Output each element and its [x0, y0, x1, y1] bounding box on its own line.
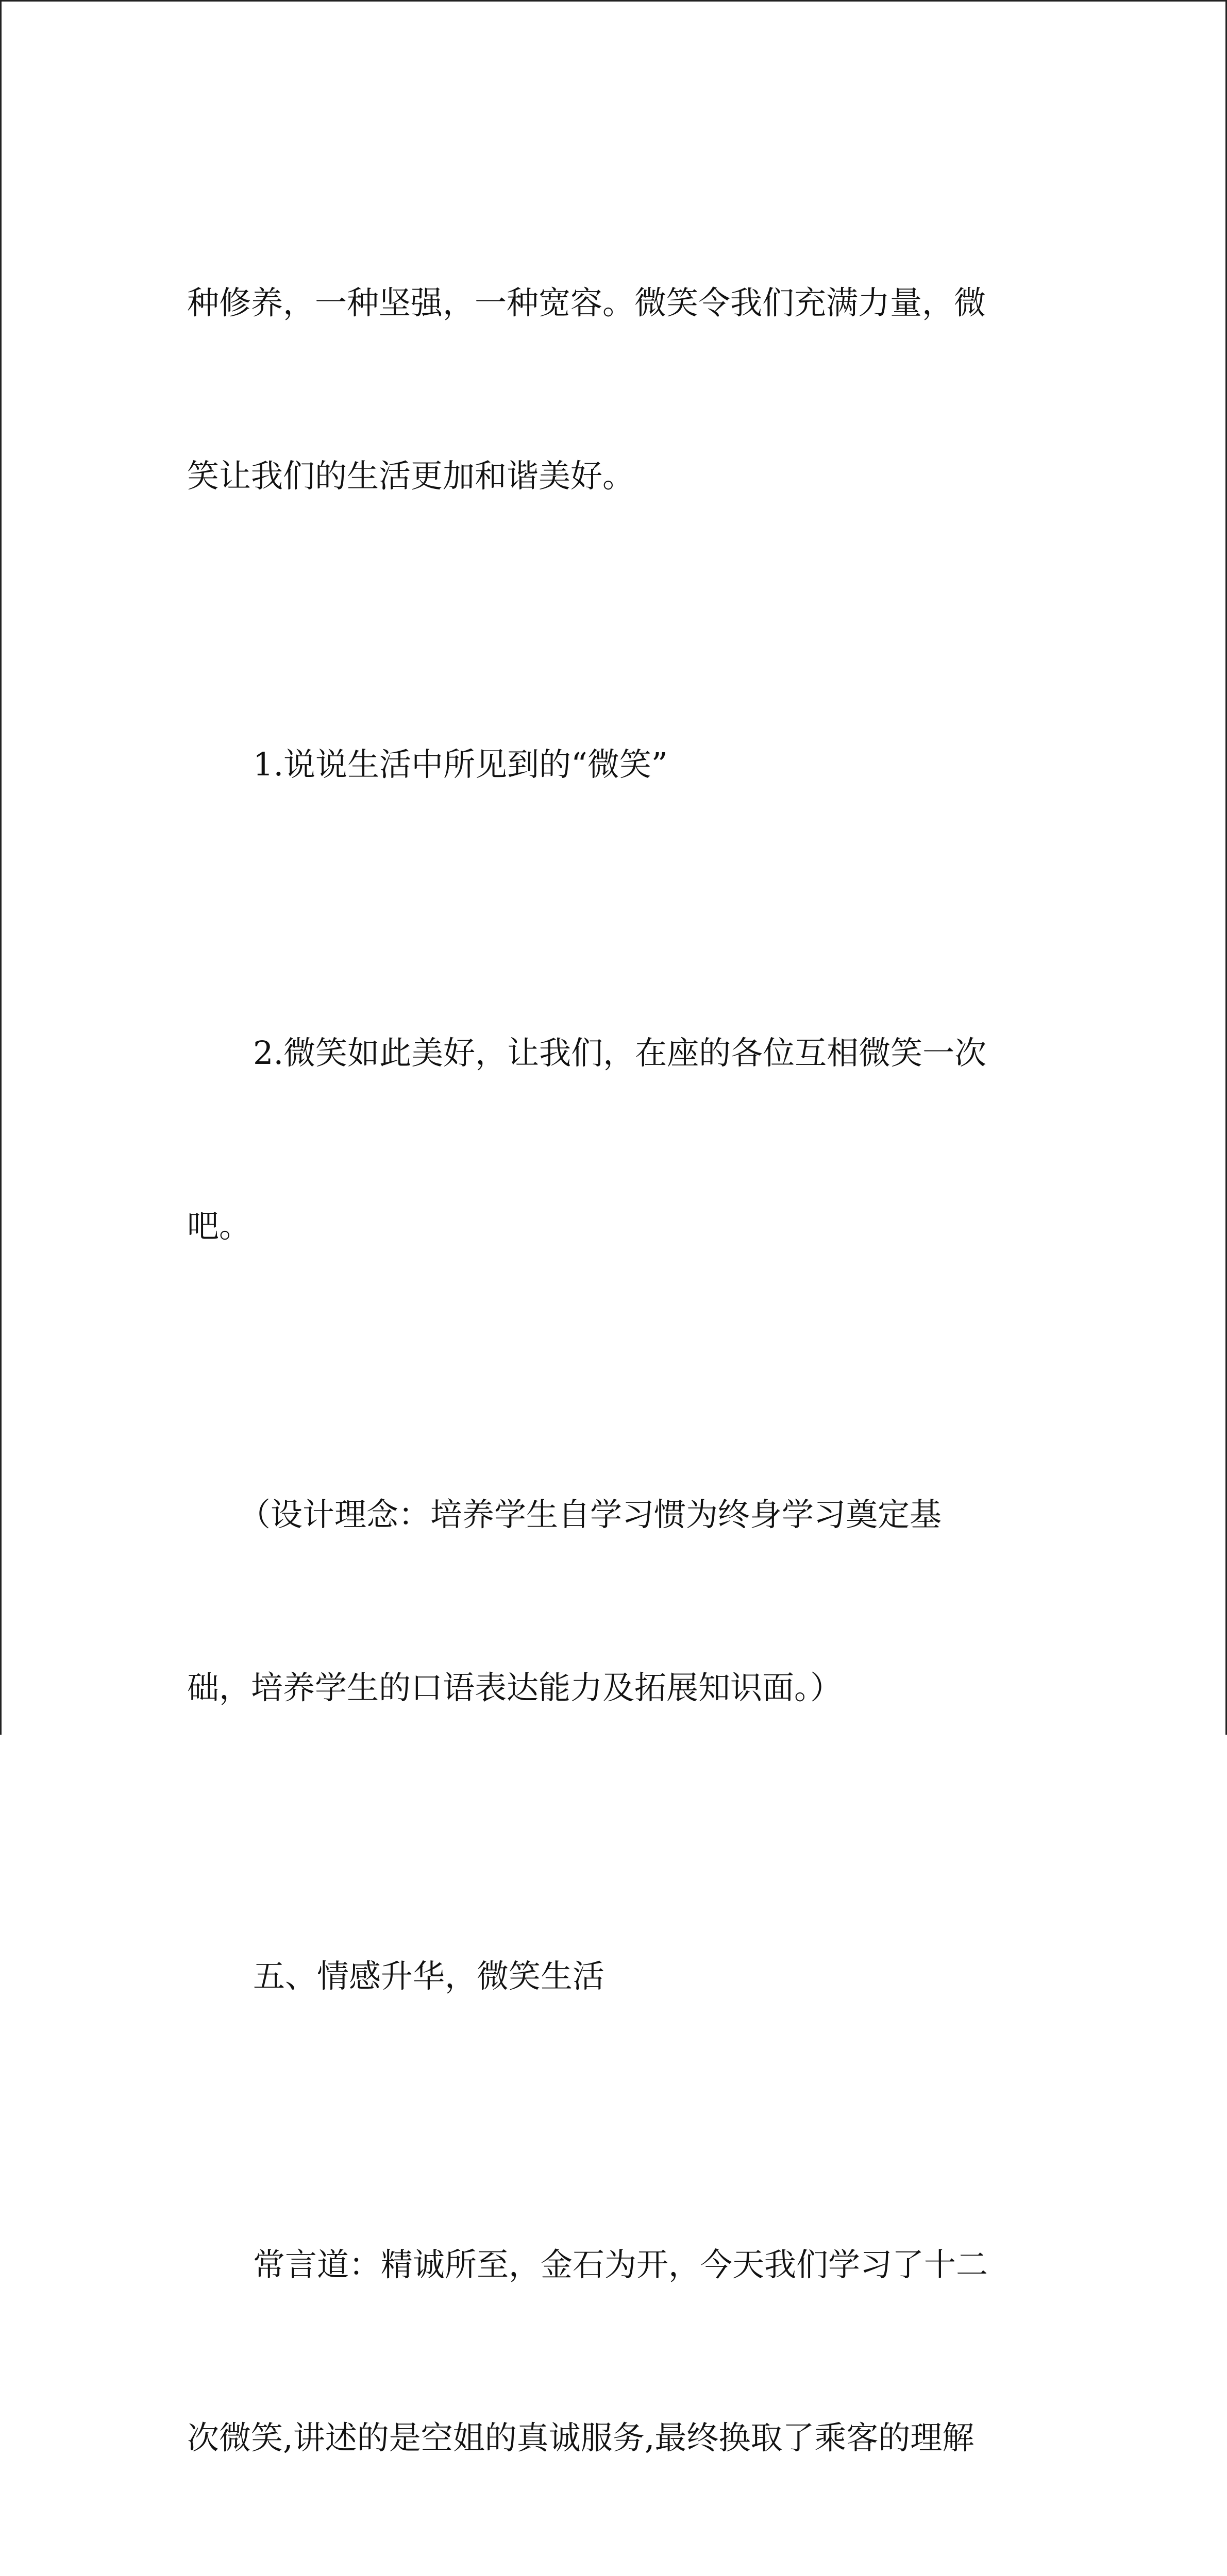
text-line: 次微笑,讲述的是空姐的真诚服务,最终换取了乘客的理解 — [187, 2419, 974, 2456]
text-line: 吧。 — [187, 1207, 251, 1245]
text-line: （设计理念：培养学生自学习惯为终身学习奠定基 — [239, 1496, 942, 1533]
section-heading-5 — [187, 1832, 1043, 2121]
text-line: 常言道：精诚所至，金石为开，今天我们学习了十二 — [253, 2246, 988, 2283]
text-line: 五、情感升华，微笑生活 — [253, 1957, 605, 1995]
text-line: 笑让我们的生活更加和谐美好。 — [187, 457, 635, 495]
document-body — [187, 159, 1043, 2576]
paragraph-conclusion — [187, 2121, 1043, 2576]
text-line: 础，培养学生的口语表达能力及拓展知识面。） — [187, 1669, 843, 1706]
paragraph-design-concept — [187, 1370, 1043, 1832]
paragraph-item-1 — [187, 620, 1043, 909]
text-line: 2.微笑如此美好，让我们，在座的各位互相微笑一次 — [253, 1034, 987, 1072]
paragraph-item-2 — [187, 909, 1043, 1370]
text-line: 种修养，一种坚强，一种宽容。微笑令我们充满力量，微 — [187, 284, 986, 321]
paragraph-closing-summary — [187, 159, 1043, 620]
text-line: 1.说说生活中所见到的“微笑” — [253, 745, 668, 783]
